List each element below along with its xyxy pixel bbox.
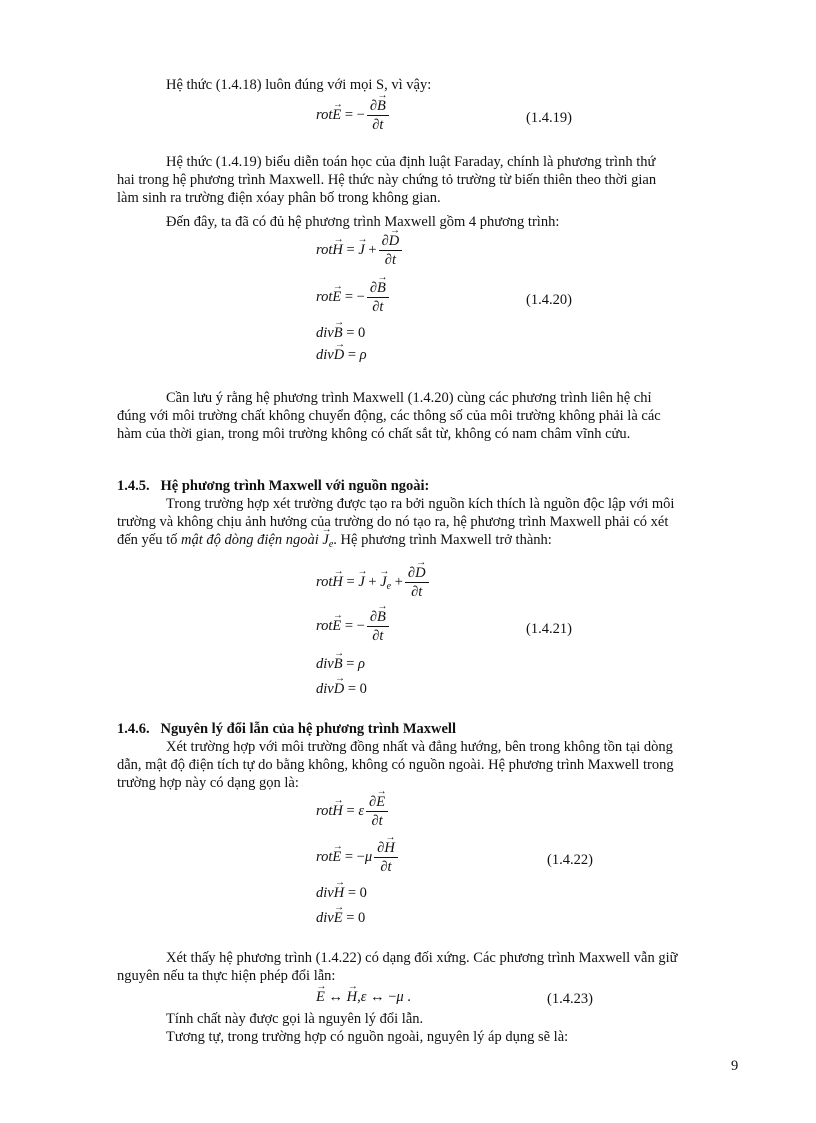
text-line-end: . Hệ phương trình Maxwell trở thành:: [333, 532, 552, 548]
text-line: làm sinh ra trường điện xóay phân bố trong không gian.: [117, 190, 441, 206]
equation-rot-e-mu: rot→ E = −μ $\frac{\partial\to H}{\partial t}$: [316, 840, 400, 875]
equation-rot-e: rot→ E = − $\frac{\partial\to B}{\partial t}$: [316, 609, 391, 644]
paragraph: [117, 738, 738, 792]
text-line: Cần lưu ý rằng hệ phương trình Maxwell (1.4.20) cùng các phương trình liên hệ chỉ: [166, 390, 652, 406]
paragraph: Tương tự, trong trường hợp có nguồn ngoài, nguyên lý áp dụng sẽ là:: [166, 1029, 569, 1045]
paragraph: [117, 949, 738, 985]
equation-div-b: div→ B = ρ: [316, 655, 365, 673]
text-line: Xét trường hợp với môi trường đồng nhất và đẳng hướng, bên trong không tồn tại dòng: [166, 739, 673, 755]
text-line: dẫn, mật độ điện tích tự do bằng không, không có nguồn ngoài. Hệ phương trình Maxwell trong: [117, 757, 674, 773]
text-line: trường và không chịu ảnh hưởng của trường do nó tạo ra, hệ phương trình Maxwell phải có xét: [117, 514, 669, 530]
equation-div-h: div→ H = 0: [316, 884, 367, 902]
equation-div-e: div→ E = 0: [316, 909, 365, 927]
equation-div-d: div→ D = ρ: [316, 346, 367, 364]
text-line: hai trong hệ phương trình Maxwell. Hệ thức này chứng tỏ trường từ biến thiên theo thời gian: [117, 172, 657, 188]
text-line: đúng với môi trường chất không chuyển động, các thông số của môi trường không phải là các: [117, 408, 661, 424]
paragraph: Đến đây, ta đã có đủ hệ phương trình Maxwell gồm 4 phương trình:: [166, 214, 560, 230]
equation-div-b: div→ B = 0: [316, 324, 365, 342]
equation-number: (1.4.22): [547, 852, 593, 868]
equation-duality: → E ↔ → H,ε ↔ −μ .: [316, 988, 411, 1006]
equation-div-d: div→ D = 0: [316, 680, 367, 698]
section-heading: 1.4.5. Hệ phương trình Maxwell với nguồn ngoài:: [117, 478, 430, 494]
equation-number: (1.4.20): [526, 292, 572, 308]
equation-rot-e: rot→ E = − $\frac{\partial\to B}{\partial t}$: [316, 280, 391, 315]
text-line-start: đến yếu tố: [117, 532, 182, 548]
paragraph: [117, 389, 738, 443]
paragraph: Tính chất này được gọi là nguyên lý đổi lẫn.: [166, 1011, 424, 1027]
paragraph: [117, 495, 738, 554]
inline-formula: → $J_e$: [322, 532, 333, 548]
equation-number: (1.4.21): [526, 621, 572, 637]
page-number: 9: [731, 1058, 739, 1074]
equation-rot-h: rot→ H = → J + $\frac{\partial\to D}{\partial t}$: [316, 233, 404, 268]
text-line: hàm của thời gian, trong môi trường không có chất sắt từ, không có nam châm vĩnh cửu.: [117, 426, 631, 442]
equation-1-4-19: rot→ E = − $\frac{\partial\to B}{\partial t}$: [316, 98, 391, 133]
equation-number: (1.4.19): [526, 110, 572, 126]
equation-rot-h-source: rot→ H = → J + → $J_e$ + $\frac{\partial\to D}{\partial t}$: [316, 565, 431, 600]
paragraph: [117, 153, 738, 207]
section-heading: 1.4.6. Nguyên lý đổi lẫn của hệ phương trình Maxwell: [117, 721, 456, 737]
text-line: Xét thấy hệ phương trình (1.4.22) có dạng đối xứng. Các phương trình Maxwell vẫn giữ: [166, 950, 678, 966]
text-line: nguyên nếu ta thực hiện phép đổi lẫn:: [117, 968, 336, 984]
equation-number: (1.4.23): [547, 991, 593, 1007]
text-line: Trong trường hợp xét trường được tạo ra bởi nguồn kích thích là nguồn độc lập với môi: [166, 496, 675, 512]
text-line: Hệ thức (1.4.19) biểu diễn toán học của định luật Faraday, chính là phương trình thứ: [166, 154, 656, 170]
text-line: trường hợp này có dạng gọn là:: [117, 775, 299, 791]
equation-rot-h-eps: rot→ H = ε $\frac{\partial\to E}{\partial t}$: [316, 794, 390, 829]
emphasis-text: mật độ dòng điện ngoài: [181, 532, 319, 548]
paragraph: Hệ thức (1.4.18) luôn đúng với mọi S, vì vậy:: [166, 77, 432, 93]
